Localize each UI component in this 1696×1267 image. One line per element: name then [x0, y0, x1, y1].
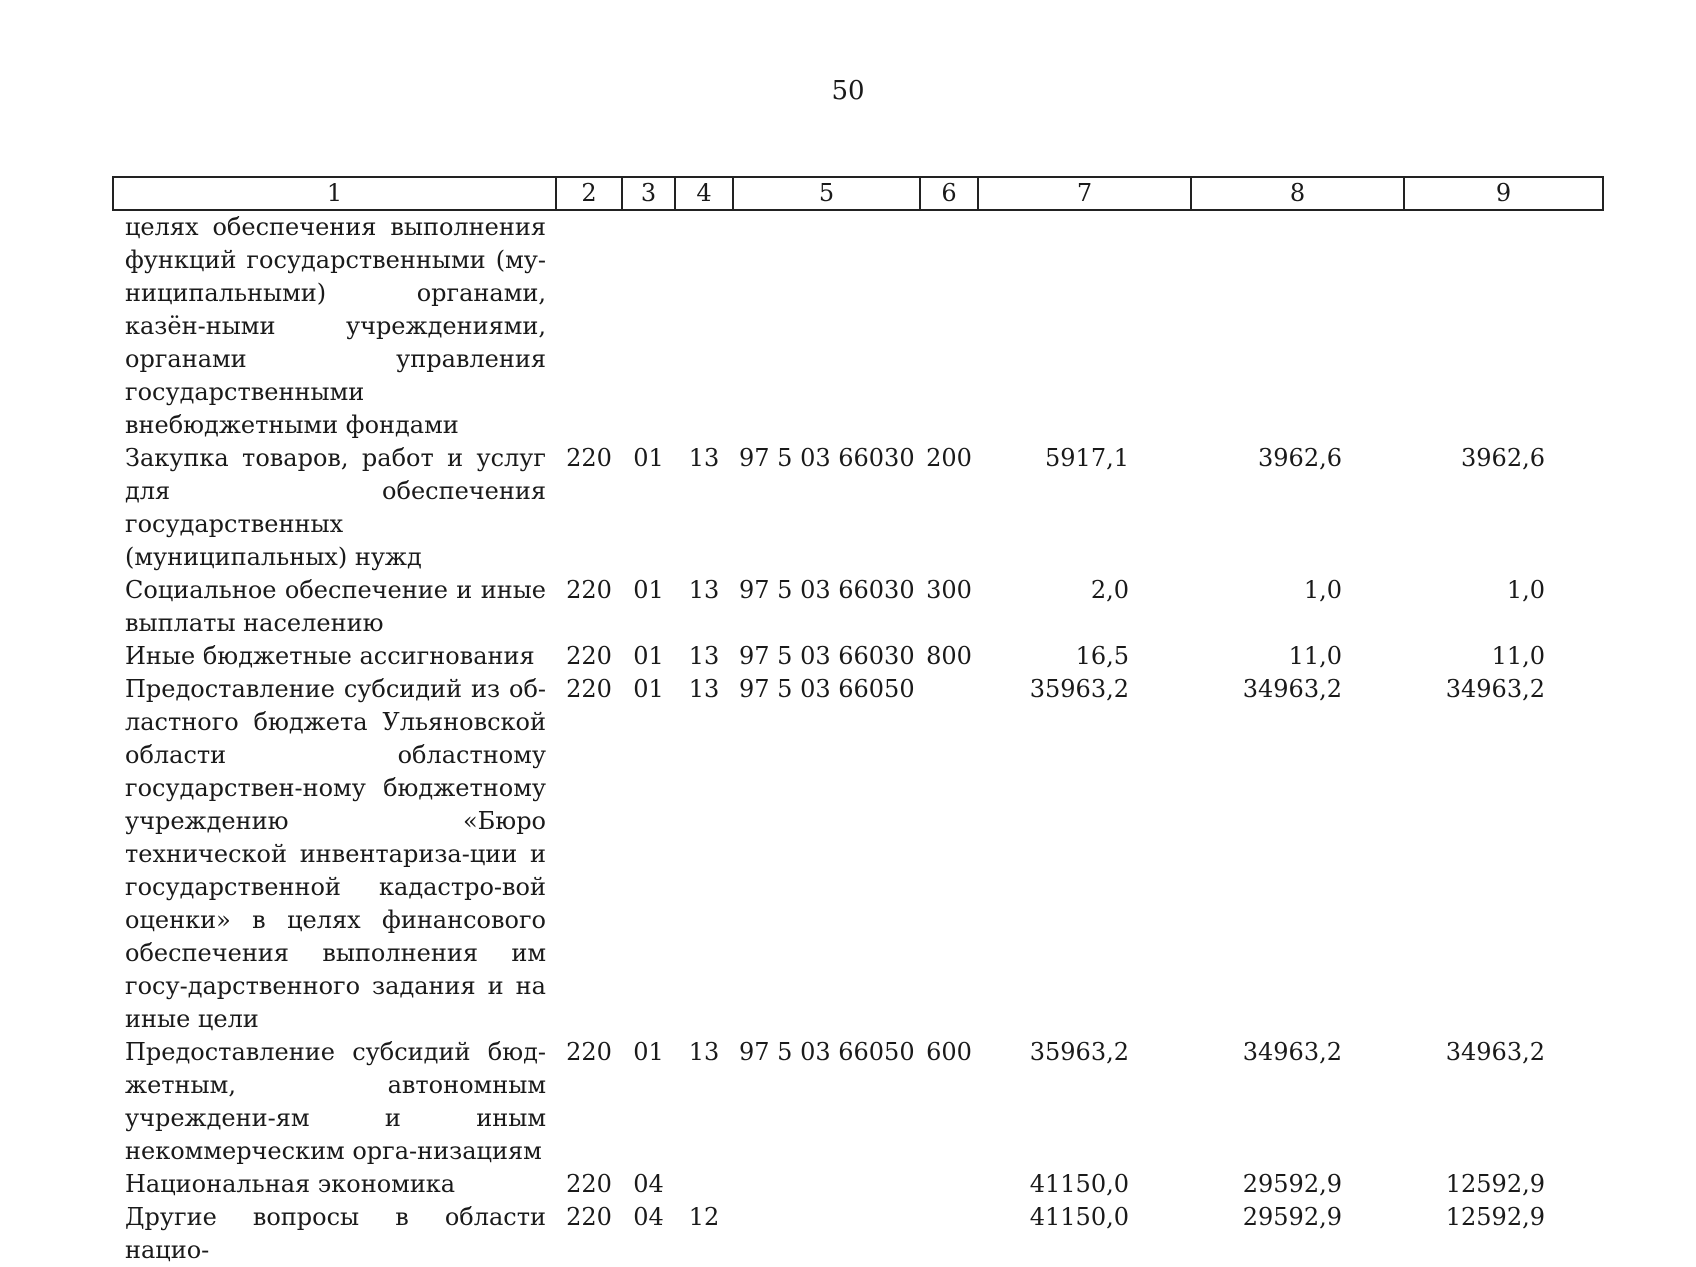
cell-section: 01	[633, 642, 664, 670]
page-number: 50	[831, 76, 865, 106]
cell-admin-code: 220	[566, 444, 612, 472]
row-name: Другие вопросы в области нацио-	[125, 1203, 546, 1264]
cell-amount-7: 41150,0	[1029, 1203, 1129, 1231]
cell-target-article	[733, 210, 920, 442]
cell-section: 01	[633, 576, 664, 604]
cell-target-article: 97 5 03 66030	[739, 576, 915, 604]
column-header-3: 3	[622, 177, 675, 210]
column-header-6: 6	[920, 177, 978, 210]
row-name: Закупка товаров, работ и услуг для обеспечения государственных (муниципальных) нужд	[125, 444, 546, 571]
column-header-7: 7	[978, 177, 1191, 210]
cell-amount-9: 1,0	[1506, 576, 1545, 604]
cell-expense-type	[920, 1201, 978, 1267]
column-header-1: 1	[113, 177, 556, 210]
cell-amount-8	[1191, 210, 1404, 442]
cell-amount-9: 11,0	[1491, 642, 1545, 670]
table-row	[113, 673, 1603, 1036]
row-name: Иные бюджетные ассигнования	[125, 642, 535, 670]
cell-amount-7: 16,5	[1075, 642, 1129, 670]
cell-admin-code: 220	[566, 1203, 612, 1231]
cell-amount-9: 12592,9	[1445, 1203, 1545, 1231]
cell-section: 01	[633, 675, 664, 703]
cell-expense-type: 200	[926, 444, 972, 472]
table-row	[113, 574, 1603, 640]
cell-amount-9: 34963,2	[1445, 675, 1545, 703]
table-row	[113, 442, 1603, 574]
cell-amount-8: 1,0	[1303, 576, 1342, 604]
cell-amount-9	[1404, 210, 1603, 442]
column-header-2: 2	[556, 177, 622, 210]
table-row	[113, 1168, 1603, 1201]
row-name: Национальная экономика	[125, 1170, 456, 1198]
cell-admin-code: 220	[566, 642, 612, 670]
column-header-4: 4	[675, 177, 733, 210]
cell-amount-7: 41150,0	[1029, 1170, 1129, 1198]
row-name: целях обеспечения выполнения функций государственными (му-ниципальными) органами, казён-ными учреждениями, органами управления государственными внебюджетными фондами	[125, 213, 546, 439]
cell-target-article: 97 5 03 66050	[739, 1038, 915, 1066]
cell-expense-type: 300	[926, 576, 972, 604]
table-row	[113, 210, 1603, 442]
cell-target-article	[733, 1201, 920, 1267]
cell-expense-type	[920, 210, 978, 442]
cell-admin-code: 220	[566, 1170, 612, 1198]
cell-amount-8: 11,0	[1288, 642, 1342, 670]
cell-subsection: 13	[688, 444, 720, 472]
cell-section: 01	[633, 1038, 664, 1066]
row-name: Предоставление субсидий бюд-жетным, автономным учреждени-ям и иным некоммерческим орга-низациям	[125, 1038, 546, 1165]
cell-subsection: 12	[688, 1203, 720, 1231]
header-row	[113, 177, 1603, 210]
cell-amount-7: 35963,2	[1029, 675, 1129, 703]
cell-admin-code	[556, 210, 622, 442]
cell-amount-9: 12592,9	[1445, 1170, 1545, 1198]
cell-amount-7: 35963,2	[1029, 1038, 1129, 1066]
budget-table	[112, 176, 1604, 1267]
cell-amount-7	[978, 210, 1191, 442]
cell-expense-type: 600	[926, 1038, 972, 1066]
cell-admin-code: 220	[566, 675, 612, 703]
cell-admin-code: 220	[566, 576, 612, 604]
cell-target-article	[733, 1168, 920, 1201]
cell-amount-8: 34963,2	[1242, 1038, 1342, 1066]
cell-expense-type	[920, 673, 978, 1036]
table-row	[113, 640, 1603, 673]
cell-amount-8: 34963,2	[1242, 675, 1342, 703]
row-name: Предоставление субсидий из об-ластного бюджета Ульяновской области областному государствен-ному бюджетному учреждению «Бюро технической инвентаризa-ции и государственной кадастро-вой оценки» в целях финансового обеспечения выполнения им госу-дарственного задания и на иные цели	[125, 675, 546, 1033]
table-row	[113, 1201, 1603, 1267]
cell-section: 01	[633, 444, 664, 472]
cell-target-article: 97 5 03 66050	[739, 675, 915, 703]
cell-amount-9: 3962,6	[1461, 444, 1545, 472]
cell-subsection	[675, 1168, 733, 1201]
cell-amount-7: 2,0	[1090, 576, 1129, 604]
cell-subsection: 13	[688, 642, 720, 670]
column-header-5: 5	[733, 177, 920, 210]
table-row	[113, 1036, 1603, 1168]
cell-expense-type	[920, 1168, 978, 1201]
cell-target-article: 97 5 03 66030	[739, 444, 915, 472]
cell-subsection	[675, 210, 733, 442]
cell-amount-7: 5917,1	[1045, 444, 1129, 472]
cell-subsection: 13	[688, 675, 720, 703]
cell-subsection: 13	[688, 1038, 720, 1066]
column-header-9: 9	[1404, 177, 1603, 210]
cell-target-article: 97 5 03 66030	[739, 642, 915, 670]
cell-amount-8: 29592,9	[1242, 1170, 1342, 1198]
column-header-8: 8	[1191, 177, 1404, 210]
cell-amount-8: 29592,9	[1242, 1203, 1342, 1231]
cell-expense-type: 800	[926, 642, 972, 670]
cell-subsection: 13	[688, 576, 720, 604]
cell-admin-code: 220	[566, 1038, 612, 1066]
row-name: Социальное обеспечение и иные выплаты населению	[125, 576, 546, 637]
cell-amount-9: 34963,2	[1445, 1038, 1545, 1066]
cell-section	[622, 210, 675, 442]
cell-amount-8: 3962,6	[1258, 444, 1342, 472]
cell-section: 04	[633, 1170, 664, 1198]
cell-section: 04	[633, 1203, 664, 1231]
